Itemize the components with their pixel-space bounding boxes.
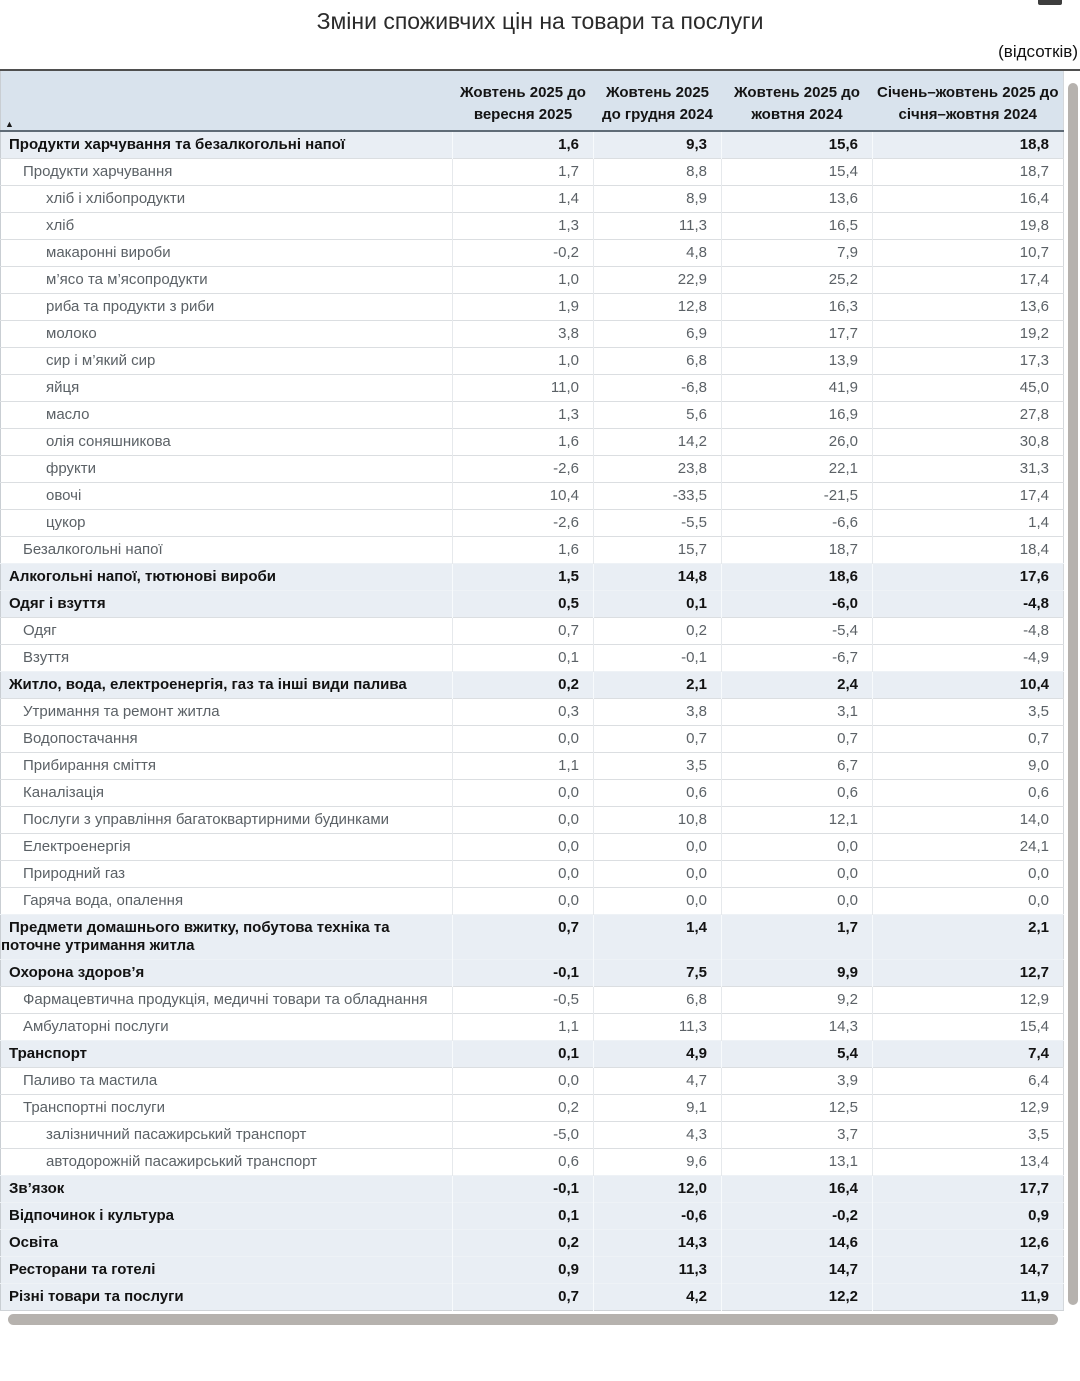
table-row <box>1 294 1064 321</box>
row-value: 7,5 <box>594 960 722 987</box>
row-value: 1,4 <box>594 915 722 960</box>
row-value: 15,4 <box>722 159 873 186</box>
row-label: Природний газ <box>1 861 453 888</box>
table-row <box>1 1122 1064 1149</box>
table-row <box>1 483 1064 510</box>
row-value: -6,8 <box>594 375 722 402</box>
row-value: 12,2 <box>722 1284 873 1311</box>
row-label: масло <box>1 402 453 429</box>
row-label: Фармацевтична продукція, медичні товари та обладнання <box>1 987 453 1014</box>
row-value: 6,8 <box>594 348 722 375</box>
table-row <box>1 915 1064 960</box>
price-table-container <box>0 69 1080 1311</box>
row-value: 0,7 <box>594 726 722 753</box>
row-value: -5,0 <box>453 1122 594 1149</box>
row-value: 6,9 <box>594 321 722 348</box>
row-value: 16,4 <box>722 1176 873 1203</box>
vertical-scrollbar[interactable] <box>1064 71 1080 1311</box>
table-row <box>1 186 1064 213</box>
column-header-category[interactable] <box>1 71 453 131</box>
row-label: Різні товари та послуги <box>1 1284 453 1311</box>
column-header-month-to-prev-month[interactable]: Жовтень 2025 до вересня 2025 <box>453 71 594 131</box>
row-value: 0,5 <box>453 591 594 618</box>
row-value: 6,4 <box>873 1068 1064 1095</box>
row-value: 15,7 <box>594 537 722 564</box>
row-value: 11,3 <box>594 1257 722 1284</box>
row-value: 1,7 <box>722 915 873 960</box>
row-label: Транспортні послуги <box>1 1095 453 1122</box>
row-value: 0,1 <box>453 1203 594 1230</box>
row-value: 18,8 <box>873 131 1064 159</box>
row-label: Охорона здоров’я <box>1 960 453 987</box>
table-row <box>1 726 1064 753</box>
row-value: 0,7 <box>453 618 594 645</box>
row-value: 6,8 <box>594 987 722 1014</box>
row-label: залізничний пасажирський транспорт <box>1 1122 453 1149</box>
row-value: 17,4 <box>873 267 1064 294</box>
row-value: -0,1 <box>453 1176 594 1203</box>
table-row <box>1 1068 1064 1095</box>
row-value: 0,0 <box>722 888 873 915</box>
row-value: 2,1 <box>594 672 722 699</box>
row-label: Житло, вода, електроенергія, газ та інші види палива <box>1 672 453 699</box>
table-row <box>1 537 1064 564</box>
table-row <box>1 618 1064 645</box>
table-row <box>1 1176 1064 1203</box>
row-value: 0,0 <box>453 726 594 753</box>
row-value: 3,8 <box>594 699 722 726</box>
row-label: м’ясо та м’ясопродукти <box>1 267 453 294</box>
row-value: 1,7 <box>453 159 594 186</box>
table-row <box>1 1203 1064 1230</box>
row-value: 0,9 <box>873 1203 1064 1230</box>
row-value: 10,4 <box>873 672 1064 699</box>
row-label: Одяг і взуття <box>1 591 453 618</box>
row-value: 1,0 <box>453 267 594 294</box>
row-value: 17,4 <box>873 483 1064 510</box>
row-value: 12,9 <box>873 1095 1064 1122</box>
row-value: 13,6 <box>722 186 873 213</box>
row-value: 1,3 <box>453 402 594 429</box>
table-row <box>1 987 1064 1014</box>
row-label: Водопостачання <box>1 726 453 753</box>
row-value: 0,0 <box>453 888 594 915</box>
row-value: 14,3 <box>594 1230 722 1257</box>
row-value: 13,1 <box>722 1149 873 1176</box>
row-value: 1,6 <box>453 429 594 456</box>
row-value: 8,8 <box>594 159 722 186</box>
row-value: 24,1 <box>873 834 1064 861</box>
row-value: 9,3 <box>594 131 722 159</box>
table-row <box>1 564 1064 591</box>
row-value: 5,4 <box>722 1041 873 1068</box>
row-value: 3,5 <box>873 699 1064 726</box>
row-value: 12,1 <box>722 807 873 834</box>
row-value: 3,1 <box>722 699 873 726</box>
vertical-scrollbar-thumb[interactable] <box>1068 83 1078 1305</box>
row-value: 14,3 <box>722 1014 873 1041</box>
row-value: 0,2 <box>453 1095 594 1122</box>
row-label: Взуття <box>1 645 453 672</box>
row-value: 0,2 <box>453 672 594 699</box>
row-value: 12,0 <box>594 1176 722 1203</box>
table-row <box>1 375 1064 402</box>
row-label: овочі <box>1 483 453 510</box>
row-value: 14,6 <box>722 1230 873 1257</box>
row-value: 5,6 <box>594 402 722 429</box>
row-value: 11,9 <box>873 1284 1064 1311</box>
row-value: 25,2 <box>722 267 873 294</box>
table-row <box>1 1230 1064 1257</box>
row-value: 13,6 <box>873 294 1064 321</box>
table-row <box>1 834 1064 861</box>
row-value: 1,5 <box>453 564 594 591</box>
row-label: хліб і хлібопродукти <box>1 186 453 213</box>
row-value: -0,6 <box>594 1203 722 1230</box>
row-value: 12,7 <box>873 960 1064 987</box>
row-value: 0,6 <box>453 1149 594 1176</box>
row-value: 4,8 <box>594 240 722 267</box>
row-value: 0,0 <box>594 861 722 888</box>
table-row <box>1 780 1064 807</box>
row-value: 0,0 <box>722 834 873 861</box>
row-value: 0,0 <box>873 861 1064 888</box>
table-row <box>1 699 1064 726</box>
row-value: 0,0 <box>453 780 594 807</box>
row-value: 1,3 <box>453 213 594 240</box>
row-label: Гаряча вода, опалення <box>1 888 453 915</box>
table-row <box>1 1284 1064 1311</box>
row-value: 23,8 <box>594 456 722 483</box>
row-value: 17,7 <box>873 1176 1064 1203</box>
row-value: -6,0 <box>722 591 873 618</box>
truncated-toolbar-icon[interactable] <box>1038 0 1062 5</box>
row-value: 26,0 <box>722 429 873 456</box>
row-value: 10,8 <box>594 807 722 834</box>
unit-note: (відсотків) <box>998 42 1078 61</box>
row-value: 9,6 <box>594 1149 722 1176</box>
row-label: риба та продукти з риби <box>1 294 453 321</box>
row-value: 11,3 <box>594 213 722 240</box>
table-row <box>1 240 1064 267</box>
row-value: 17,6 <box>873 564 1064 591</box>
row-value: 0,6 <box>722 780 873 807</box>
row-label: Каналізація <box>1 780 453 807</box>
row-value: 0,7 <box>453 915 594 960</box>
row-value: 0,0 <box>594 834 722 861</box>
row-value: 11,3 <box>594 1014 722 1041</box>
horizontal-scrollbar-thumb[interactable] <box>8 1314 1058 1325</box>
row-value: 45,0 <box>873 375 1064 402</box>
row-value: -5,4 <box>722 618 873 645</box>
table-row <box>1 213 1064 240</box>
row-value: 3,7 <box>722 1122 873 1149</box>
table-row <box>1 1257 1064 1284</box>
row-value: 1,6 <box>453 537 594 564</box>
row-value: 15,6 <box>722 131 873 159</box>
table-row <box>1 753 1064 780</box>
row-value: 14,0 <box>873 807 1064 834</box>
table-row <box>1 960 1064 987</box>
row-value: -6,7 <box>722 645 873 672</box>
row-label: Продукти харчування та безалкогольні напої <box>1 131 453 159</box>
row-value: 0,0 <box>453 807 594 834</box>
row-value: 14,8 <box>594 564 722 591</box>
row-value: 10,7 <box>873 240 1064 267</box>
table-row <box>1 807 1064 834</box>
table-row <box>1 591 1064 618</box>
row-value: 16,9 <box>722 402 873 429</box>
row-label: Відпочинок і культура <box>1 1203 453 1230</box>
table-row <box>1 1041 1064 1068</box>
row-label: Продукти харчування <box>1 159 453 186</box>
row-value: -0,2 <box>453 240 594 267</box>
row-value: -0,1 <box>594 645 722 672</box>
row-value: 27,8 <box>873 402 1064 429</box>
table-row <box>1 510 1064 537</box>
row-value: 19,2 <box>873 321 1064 348</box>
row-value: -0,5 <box>453 987 594 1014</box>
row-value: 0,0 <box>453 1068 594 1095</box>
row-value: 14,7 <box>873 1257 1064 1284</box>
table-row <box>1 159 1064 186</box>
table-row <box>1 456 1064 483</box>
row-label: автодорожній пасажирський транспорт <box>1 1149 453 1176</box>
row-value: -4,9 <box>873 645 1064 672</box>
row-value: 0,2 <box>594 618 722 645</box>
row-value: -6,6 <box>722 510 873 537</box>
row-value: 9,1 <box>594 1095 722 1122</box>
row-value: 4,2 <box>594 1284 722 1311</box>
table-row <box>1 672 1064 699</box>
table-row <box>1 861 1064 888</box>
table-row <box>1 348 1064 375</box>
row-label: сир і м’який сир <box>1 348 453 375</box>
row-value: 18,6 <box>722 564 873 591</box>
row-label: хліб <box>1 213 453 240</box>
row-value: -2,6 <box>453 510 594 537</box>
row-value: -2,6 <box>453 456 594 483</box>
table-body <box>1 131 1064 1311</box>
row-value: 18,7 <box>722 537 873 564</box>
row-value: 8,9 <box>594 186 722 213</box>
row-value: -4,8 <box>873 591 1064 618</box>
row-value: -4,8 <box>873 618 1064 645</box>
row-value: 1,9 <box>453 294 594 321</box>
row-value: 0,0 <box>594 888 722 915</box>
row-label: Алкогольні напої, тютюнові вироби <box>1 564 453 591</box>
row-label: Послуги з управління багатоквартирними будинками <box>1 807 453 834</box>
row-value: 12,8 <box>594 294 722 321</box>
row-value: 4,7 <box>594 1068 722 1095</box>
table-header <box>1 71 1064 131</box>
sort-ascending-icon: ▲ <box>5 119 14 129</box>
row-value: 7,9 <box>722 240 873 267</box>
row-value: 11,0 <box>453 375 594 402</box>
row-value: 0,1 <box>453 645 594 672</box>
row-value: 16,5 <box>722 213 873 240</box>
row-value: 6,7 <box>722 753 873 780</box>
column-header-month-to-prev-year[interactable]: Жовтень 2025 до жовтня 2024 <box>722 71 873 131</box>
table-row <box>1 1149 1064 1176</box>
row-value: 15,4 <box>873 1014 1064 1041</box>
row-value: 9,0 <box>873 753 1064 780</box>
row-value: 7,4 <box>873 1041 1064 1068</box>
row-value: 16,3 <box>722 294 873 321</box>
row-value: 1,4 <box>453 186 594 213</box>
row-label: олія соняшникова <box>1 429 453 456</box>
row-value: -21,5 <box>722 483 873 510</box>
row-value: 0,1 <box>453 1041 594 1068</box>
row-value: 41,9 <box>722 375 873 402</box>
page-title: Зміни споживчих цін на товари та послуги <box>316 8 764 34</box>
row-value: 2,4 <box>722 672 873 699</box>
row-label: Ресторани та готелі <box>1 1257 453 1284</box>
row-value: 0,7 <box>722 726 873 753</box>
row-value: 0,1 <box>594 591 722 618</box>
table-row <box>1 1014 1064 1041</box>
row-value: 3,9 <box>722 1068 873 1095</box>
row-value: 0,0 <box>722 861 873 888</box>
table-row <box>1 1095 1064 1122</box>
row-value: 9,2 <box>722 987 873 1014</box>
table-row <box>1 402 1064 429</box>
row-label: фрукти <box>1 456 453 483</box>
row-value: 12,9 <box>873 987 1064 1014</box>
row-label: Одяг <box>1 618 453 645</box>
row-value: 14,7 <box>722 1257 873 1284</box>
column-header-month-to-dec[interactable]: Жовтень 2025 до грудня 2024 <box>594 71 722 131</box>
row-value: -5,5 <box>594 510 722 537</box>
row-label: Утримання та ремонт житла <box>1 699 453 726</box>
row-value: 0,6 <box>873 780 1064 807</box>
row-value: 31,3 <box>873 456 1064 483</box>
row-label: Транспорт <box>1 1041 453 1068</box>
row-value: 0,6 <box>594 780 722 807</box>
row-label: молоко <box>1 321 453 348</box>
row-value: 18,7 <box>873 159 1064 186</box>
table-row <box>1 321 1064 348</box>
row-value: -0,1 <box>453 960 594 987</box>
row-value: 0,7 <box>873 726 1064 753</box>
row-label: Освіта <box>1 1230 453 1257</box>
row-value: 19,8 <box>873 213 1064 240</box>
row-value: 22,9 <box>594 267 722 294</box>
row-value: 30,8 <box>873 429 1064 456</box>
horizontal-scrollbar[interactable] <box>0 1311 1080 1329</box>
row-value: 0,2 <box>453 1230 594 1257</box>
row-label: Електроенергія <box>1 834 453 861</box>
row-value: -0,2 <box>722 1203 873 1230</box>
row-value: 12,5 <box>722 1095 873 1122</box>
row-value: 1,6 <box>453 131 594 159</box>
row-value: 9,9 <box>722 960 873 987</box>
table-row <box>1 429 1064 456</box>
row-value: 3,5 <box>594 753 722 780</box>
row-value: 13,9 <box>722 348 873 375</box>
row-label: яйця <box>1 375 453 402</box>
row-value: 10,4 <box>453 483 594 510</box>
row-value: 3,8 <box>453 321 594 348</box>
row-label: Паливо та мастила <box>1 1068 453 1095</box>
column-header-period-to-period[interactable]: Січень–жовтень 2025 до січня–жовтня 2024 <box>873 71 1064 131</box>
row-value: 0,3 <box>453 699 594 726</box>
row-value: 22,1 <box>722 456 873 483</box>
row-value: 17,3 <box>873 348 1064 375</box>
row-value: 0,7 <box>453 1284 594 1311</box>
row-value: 14,2 <box>594 429 722 456</box>
row-label: Безалкогольні напої <box>1 537 453 564</box>
row-label: Амбулаторні послуги <box>1 1014 453 1041</box>
row-value: 13,4 <box>873 1149 1064 1176</box>
row-value: 4,9 <box>594 1041 722 1068</box>
row-value: 3,5 <box>873 1122 1064 1149</box>
row-value: 1,1 <box>453 753 594 780</box>
row-label: макаронні вироби <box>1 240 453 267</box>
row-value: 0,0 <box>873 888 1064 915</box>
row-value: 1,1 <box>453 1014 594 1041</box>
table-row <box>1 131 1064 159</box>
row-value: 1,4 <box>873 510 1064 537</box>
row-value: 17,7 <box>722 321 873 348</box>
row-value: 0,0 <box>453 861 594 888</box>
row-value: 12,6 <box>873 1230 1064 1257</box>
price-table <box>0 71 1064 1311</box>
row-value: 0,9 <box>453 1257 594 1284</box>
row-label: Прибирання сміття <box>1 753 453 780</box>
row-label: Зв’язок <box>1 1176 453 1203</box>
row-value: 1,0 <box>453 348 594 375</box>
table-row <box>1 888 1064 915</box>
row-label: Предмети домашнього вжитку, побутова техніка та поточне утримання житла <box>1 915 453 960</box>
table-row <box>1 645 1064 672</box>
row-value: 16,4 <box>873 186 1064 213</box>
row-label: цукор <box>1 510 453 537</box>
row-value: 4,3 <box>594 1122 722 1149</box>
row-value: -33,5 <box>594 483 722 510</box>
table-row <box>1 267 1064 294</box>
row-value: 2,1 <box>873 915 1064 960</box>
row-value: 0,0 <box>453 834 594 861</box>
row-value: 18,4 <box>873 537 1064 564</box>
